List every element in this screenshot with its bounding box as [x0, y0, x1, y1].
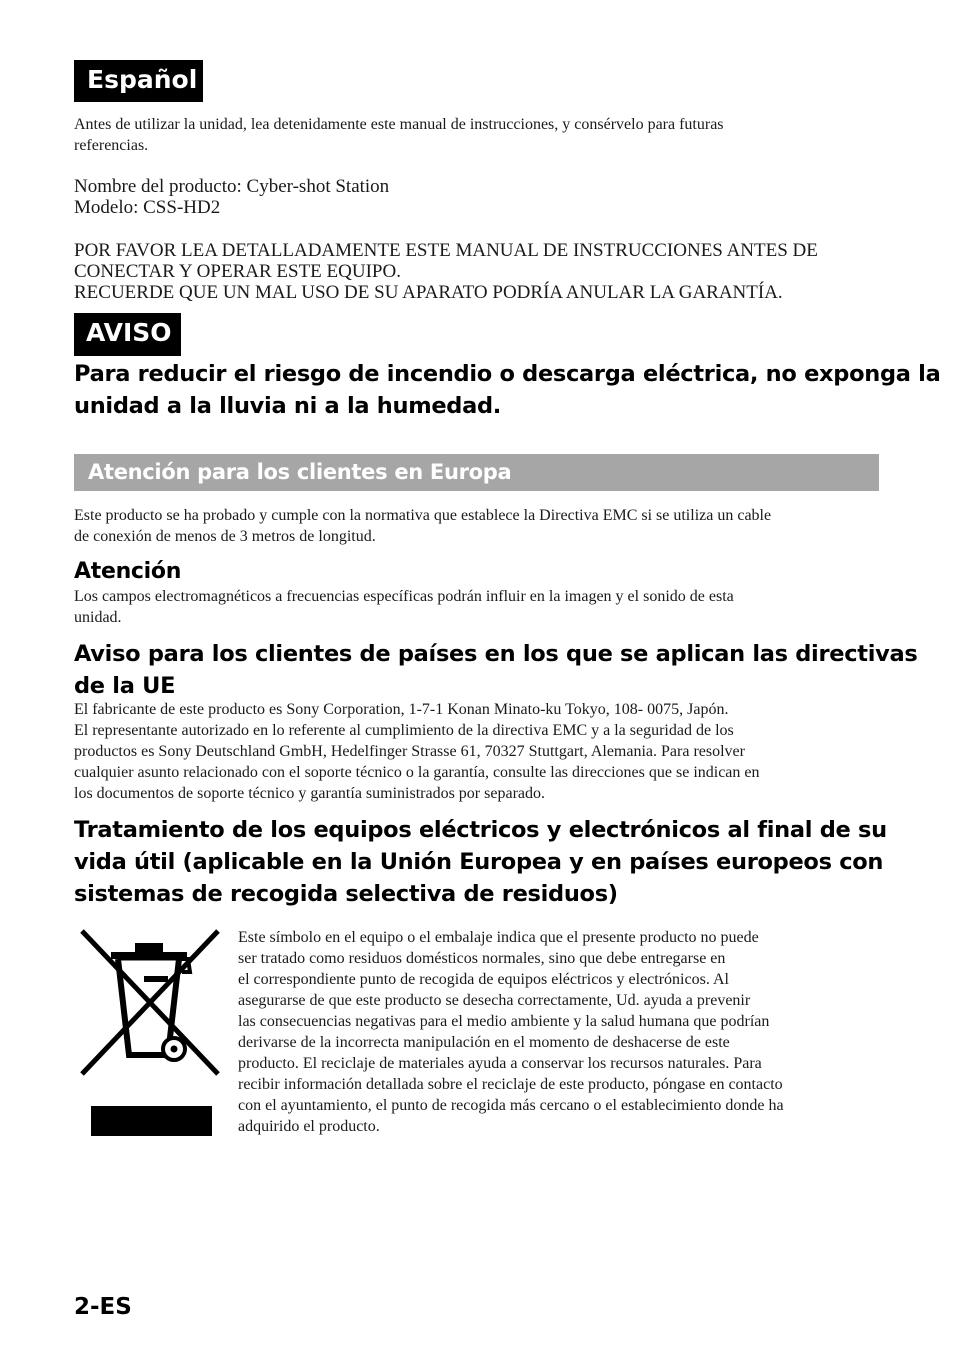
- aviso-tag-label: AVISO: [86, 318, 172, 347]
- atencion-line: unidad.: [74, 609, 122, 626]
- weee-line: recibir información detallada sobre el reciclaje de este producto, póngase en contacto: [238, 1076, 783, 1093]
- atencion-heading: Atención: [74, 559, 182, 584]
- warning-line: Para reducir el riesgo de incendio o descarga eléctrica, no exponga la: [74, 361, 941, 387]
- intro-paragraph: [74, 114, 884, 156]
- fire-shock-warning: [74, 358, 941, 422]
- product-info: [74, 176, 884, 218]
- emc-line: Este producto se ha probado y cumple con la normativa que establece la Directiva EMC si se utiliza un cable: [74, 507, 772, 524]
- weee-line: Este símbolo en el equipo o el embalaje indica que el presente producto no puede: [238, 929, 759, 946]
- page-number: 2-ES: [74, 1294, 132, 1320]
- weee-line: producto. El reciclaje de materiales ayuda a conservar los recursos naturales. Para: [238, 1055, 762, 1072]
- weee-line: el correspondiente punto de recogida de equipos eléctricos y electrónicos. Al: [238, 971, 729, 988]
- intro-line: referencias.: [74, 137, 149, 154]
- weee-line: las consecuencias negativas para el medio ambiente y la salud humana que podrían: [238, 1013, 770, 1030]
- emc-paragraph: [74, 505, 894, 547]
- ue-line: productos es Sony Deutschland GmbH, Hedelfinger Strasse 61, 70327 Stuttgart, Alemania. Para resolver: [74, 743, 745, 760]
- weee-line: derivarse de la incorrecta manipulación en el momento de deshacerse de este: [238, 1034, 730, 1051]
- weee-paragraph: [238, 927, 878, 1137]
- notice-line: RECUERDE QUE UN MAL USO DE SU APARATO PODRÍA ANULAR LA GARANTÍA.: [74, 282, 783, 303]
- ue-heading-line: Aviso para los clientes de países en los que se aplican las directivas: [74, 641, 918, 667]
- weee-heading: [74, 814, 894, 910]
- weee-line: ser tratado como residuos domésticos normales, sino que debe entregarse en: [238, 950, 726, 967]
- aviso-tag: [74, 313, 181, 356]
- weee-heading-line: sistemas de recogida selectiva de residuos): [74, 881, 618, 907]
- product-model: Modelo: CSS-HD2: [74, 197, 221, 218]
- emc-line: de conexión de menos de 3 metros de longitud.: [74, 528, 376, 545]
- ue-paragraph: [74, 699, 894, 804]
- warning-line: unidad a la lluvia ni a la humedad.: [74, 393, 502, 419]
- ue-line: El fabricante de este producto es Sony Corporation, 1-7-1 Konan Minato-ku Tokyo, 108- 0075, Japón.: [74, 701, 729, 718]
- language-tag: [74, 60, 203, 102]
- weee-line: adquirido el producto.: [238, 1118, 380, 1135]
- weee-heading-line: Tratamiento de los equipos eléctricos y electrónicos al final de su: [74, 817, 887, 843]
- ue-heading: [74, 638, 918, 702]
- weee-line: asegurarse de que este producto se desecha correctamente, Ud. ayuda a prevenir: [238, 992, 751, 1009]
- read-manual-notice: [74, 240, 894, 303]
- notice-line: CONECTAR Y OPERAR ESTE EQUIPO.: [74, 261, 401, 282]
- notice-line: POR FAVOR LEA DETALLADAMENTE ESTE MANUAL DE INSTRUCCIONES ANTES DE: [74, 240, 818, 261]
- ue-line: los documentos de soporte técnico y garantía suministrados por separado.: [74, 785, 545, 802]
- weee-heading-line: vida útil (aplicable en la Unión Europea y en países europeos con: [74, 849, 884, 875]
- product-name: Nombre del producto: Cyber-shot Station: [74, 176, 390, 197]
- europe-section-title: Atención para los clientes en Europa: [88, 460, 512, 484]
- atencion-paragraph: [74, 586, 894, 628]
- ue-line: El representante autorizado en lo referente al cumplimiento de la directiva EMC y a la seguridad de los: [74, 722, 734, 739]
- ue-line: cualquier asunto relacionado con el soporte técnico o la garantía, consulte las direcciones que se indican en: [74, 764, 760, 781]
- ue-heading-line: de la UE: [74, 673, 176, 699]
- language-tag-label: Español: [87, 65, 198, 94]
- europe-section-band: [74, 454, 879, 491]
- weee-line: con el ayuntamiento, el punto de recogida más cercano o el establecimiento donde ha: [238, 1097, 784, 1114]
- intro-line: Antes de utilizar la unidad, lea detenidamente este manual de instrucciones, y consérvelo para futuras: [74, 116, 724, 133]
- crossed-out-wheelie-bin-icon: [78, 928, 224, 1138]
- atencion-line: Los campos electromagnéticos a frecuencias específicas podrán influir en la imagen y el sonido de esta: [74, 588, 734, 605]
